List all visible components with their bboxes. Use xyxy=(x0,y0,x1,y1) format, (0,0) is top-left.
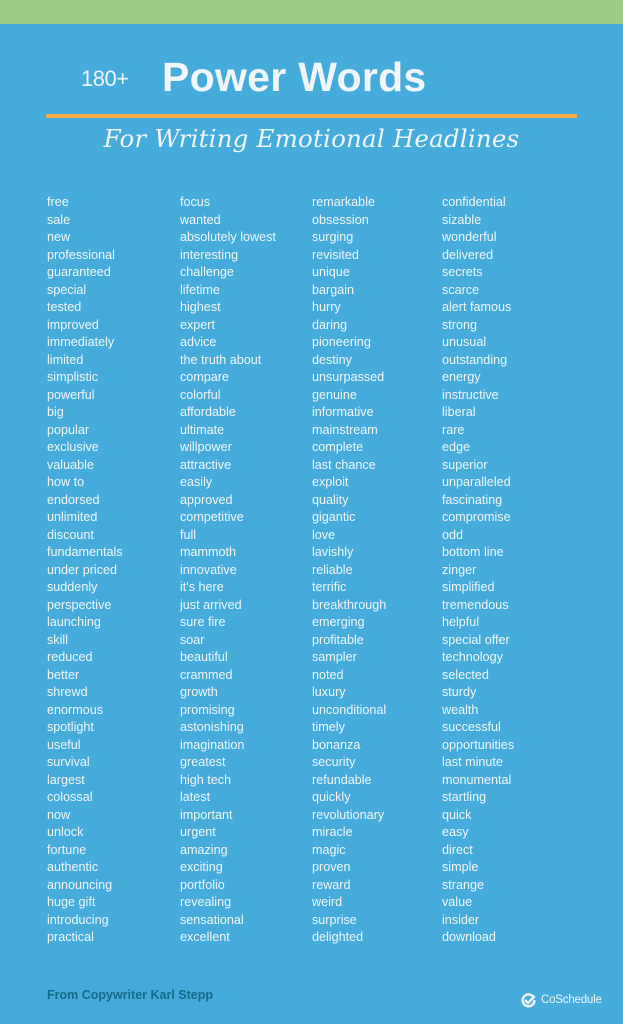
power-word: genuine xyxy=(312,387,357,402)
power-word: promising xyxy=(180,702,235,717)
power-word: skill xyxy=(47,632,68,647)
power-word: unparalleled xyxy=(442,475,511,489)
power-word: direct xyxy=(442,842,473,857)
power-word: selected xyxy=(442,667,489,682)
power-word: it's here xyxy=(180,580,224,594)
power-word: endorsed xyxy=(47,492,100,507)
power-word: powerful xyxy=(47,387,95,402)
power-word: excellent xyxy=(180,930,230,944)
power-word: superior xyxy=(442,457,488,472)
power-word: startling xyxy=(442,790,487,804)
power-word: authentic xyxy=(47,860,99,874)
power-word: huge gift xyxy=(47,895,96,909)
power-word: absolutely lowest xyxy=(180,230,276,244)
power-word: sure fire xyxy=(180,615,226,629)
brand-name: CoSchedule xyxy=(541,994,602,1006)
power-word: secrets xyxy=(442,265,483,279)
power-word: lifetime xyxy=(180,282,220,297)
power-word: surging xyxy=(312,230,354,244)
power-word: free xyxy=(47,195,69,209)
power-word: crammed xyxy=(180,667,233,682)
power-word: colossal xyxy=(47,790,93,804)
power-word: perspective xyxy=(47,597,112,612)
power-word: easy xyxy=(442,825,469,839)
power-word: interesting xyxy=(180,247,239,262)
power-word: weird xyxy=(312,895,343,909)
power-word: big xyxy=(47,405,64,419)
power-word: revealing xyxy=(180,895,232,909)
power-word: sale xyxy=(47,212,71,227)
power-word: spotlight xyxy=(47,720,94,734)
brand-logo xyxy=(521,991,602,1009)
power-word: special offer xyxy=(442,632,510,647)
power-word: remarkable xyxy=(312,195,375,209)
power-word: alert famous xyxy=(442,300,512,314)
power-word: affordable xyxy=(180,405,236,419)
power-word: shrewd xyxy=(47,685,88,699)
power-word: bottom line xyxy=(442,545,504,559)
power-word: better xyxy=(47,667,80,682)
power-word: simple xyxy=(442,860,479,874)
power-word: complete xyxy=(312,440,364,454)
power-word: sizable xyxy=(442,212,482,227)
power-word: odd xyxy=(442,527,464,542)
top-accent-bar xyxy=(0,0,623,24)
power-word: competitive xyxy=(180,510,244,524)
power-word: proven xyxy=(312,860,351,874)
power-word: wanted xyxy=(180,212,221,227)
power-word: unusual xyxy=(442,335,487,349)
power-word: sturdy xyxy=(442,685,477,699)
power-word: growth xyxy=(180,685,218,699)
power-word: revisited xyxy=(312,247,359,262)
power-word: urgent xyxy=(180,825,216,839)
power-word: unsurpassed xyxy=(312,370,385,384)
power-word: tested xyxy=(47,300,82,314)
power-word: strong xyxy=(442,317,478,332)
power-word: terrific xyxy=(312,580,347,594)
power-word: compare xyxy=(180,370,229,384)
power-word: edge xyxy=(442,440,471,454)
power-word: simplistic xyxy=(47,370,99,384)
power-word: timely xyxy=(312,720,345,734)
power-word: gigantic xyxy=(312,510,356,524)
power-word: improved xyxy=(47,317,99,332)
power-word: bonanza xyxy=(312,737,361,752)
power-word: quick xyxy=(442,807,472,822)
word-column-3 xyxy=(312,194,386,947)
power-word: last chance xyxy=(312,457,376,472)
power-word: daring xyxy=(312,317,348,332)
power-word: bargain xyxy=(312,282,355,297)
power-word: outstanding xyxy=(442,352,508,367)
word-column-4 xyxy=(442,194,514,947)
power-word: quickly xyxy=(312,790,351,804)
power-word: delivered xyxy=(442,247,494,262)
power-word: latest xyxy=(180,790,211,804)
power-word: willpower xyxy=(180,440,232,454)
power-word: guaranteed xyxy=(47,265,111,279)
word-count: 180+ xyxy=(81,66,129,91)
power-word: advice xyxy=(180,335,217,349)
power-word: security xyxy=(312,755,356,769)
power-word: fascinating xyxy=(442,492,503,507)
power-word: focus xyxy=(180,195,211,209)
power-word: beautiful xyxy=(180,650,228,664)
power-word: new xyxy=(47,230,71,244)
power-word: magic xyxy=(312,842,346,857)
power-word: opportunities xyxy=(442,737,515,752)
power-word: announcing xyxy=(47,877,113,892)
power-word: popular xyxy=(47,422,90,437)
power-word: obsession xyxy=(312,212,369,227)
power-word: innovative xyxy=(180,562,237,577)
power-word: confidential xyxy=(442,195,506,209)
power-word: lavishly xyxy=(312,545,354,559)
power-word: ultimate xyxy=(180,422,225,437)
power-word: exciting xyxy=(180,860,223,874)
power-word: sensational xyxy=(180,912,244,927)
power-word: approved xyxy=(180,492,233,507)
power-word: revolutionary xyxy=(312,807,385,822)
power-word: download xyxy=(442,930,496,944)
power-word: rare xyxy=(442,422,465,437)
power-word: immediately xyxy=(47,335,115,349)
power-word: highest xyxy=(180,300,221,314)
power-word: value xyxy=(442,895,473,909)
author-credit: From Copywriter Karl Stepp xyxy=(47,988,213,1002)
power-word: imagination xyxy=(180,737,245,752)
power-word: challenge xyxy=(180,265,234,279)
header xyxy=(0,52,623,112)
power-word: fundamentals xyxy=(47,545,123,559)
power-word: surprise xyxy=(312,912,357,927)
power-word: suddenly xyxy=(47,580,98,594)
power-word: exclusive xyxy=(47,440,99,454)
power-word: valuable xyxy=(47,457,94,472)
power-word: emerging xyxy=(312,615,365,629)
power-word: practical xyxy=(47,930,94,944)
power-word: exploit xyxy=(312,475,349,489)
power-word: simplified xyxy=(442,580,495,594)
power-word: instructive xyxy=(442,387,499,402)
divider-rule xyxy=(46,114,577,118)
power-word: limited xyxy=(47,352,84,367)
power-word: informative xyxy=(312,405,374,419)
power-word: scarce xyxy=(442,282,480,297)
power-word: helpful xyxy=(442,615,480,629)
power-word: insider xyxy=(442,912,480,927)
power-word: discount xyxy=(47,527,94,542)
power-word: greatest xyxy=(180,755,226,769)
power-word: important xyxy=(180,807,233,822)
power-word: amazing xyxy=(180,842,228,857)
power-word: enormous xyxy=(47,702,104,717)
power-word: easily xyxy=(180,475,213,489)
power-word: miracle xyxy=(312,825,353,839)
power-word: useful xyxy=(47,737,81,752)
power-word: special xyxy=(47,282,87,297)
power-word: noted xyxy=(312,667,344,682)
power-word: unique xyxy=(312,265,350,279)
power-word: just arrived xyxy=(180,597,242,612)
power-word: colorful xyxy=(180,387,221,402)
power-word: attractive xyxy=(180,457,232,472)
power-word: hurry xyxy=(312,300,341,314)
power-word: last minute xyxy=(442,755,503,769)
power-word: destiny xyxy=(312,352,352,367)
power-word: expert xyxy=(180,317,216,332)
power-word: introducing xyxy=(47,912,109,927)
power-word: zinger xyxy=(442,562,477,577)
power-word: the truth about xyxy=(180,352,262,367)
power-word: high tech xyxy=(180,772,232,787)
power-word: fortune xyxy=(47,842,87,857)
power-word: unlimited xyxy=(47,510,98,524)
power-word: professional xyxy=(47,247,115,262)
power-word: quality xyxy=(312,492,349,507)
power-word: delighted xyxy=(312,930,364,944)
power-word: full xyxy=(180,527,197,542)
power-word: soar xyxy=(180,632,205,647)
word-column-2 xyxy=(180,194,276,947)
power-word: largest xyxy=(47,772,85,787)
power-word: compromise xyxy=(442,510,511,524)
power-word: breakthrough xyxy=(312,597,387,612)
power-word: luxury xyxy=(312,685,346,699)
power-word: reduced xyxy=(47,650,93,664)
power-word: liberal xyxy=(442,405,476,419)
power-word: mainstream xyxy=(312,422,378,437)
power-word: energy xyxy=(442,370,481,384)
power-word: now xyxy=(47,807,71,822)
power-word: astonishing xyxy=(180,720,244,734)
power-word: under priced xyxy=(47,562,118,577)
word-column-1 xyxy=(47,194,123,947)
power-word: strange xyxy=(442,877,485,892)
power-word: launching xyxy=(47,615,101,629)
power-word: unconditional xyxy=(312,702,387,717)
power-word: reward xyxy=(312,877,351,892)
power-word: technology xyxy=(442,650,503,664)
power-word: pioneering xyxy=(312,335,371,349)
power-word: refundable xyxy=(312,772,372,787)
page-title: Power Words xyxy=(162,54,427,100)
power-word: portfolio xyxy=(180,877,225,892)
power-word: how to xyxy=(47,475,85,489)
power-word: unlock xyxy=(47,825,84,839)
power-word: successful xyxy=(442,720,501,734)
power-word: sampler xyxy=(312,650,357,664)
power-word: mammoth xyxy=(180,545,236,559)
power-word: wealth xyxy=(442,702,479,717)
power-word: love xyxy=(312,527,336,542)
power-word: reliable xyxy=(312,562,353,577)
power-word: profitable xyxy=(312,632,364,647)
page-subtitle: For Writing Emotional Headlines xyxy=(103,124,520,153)
power-word: wonderful xyxy=(442,230,497,244)
power-word: tremendous xyxy=(442,597,509,612)
power-word: survival xyxy=(47,755,90,769)
power-word: monumental xyxy=(442,772,512,787)
coschedule-check-icon xyxy=(521,993,536,1008)
